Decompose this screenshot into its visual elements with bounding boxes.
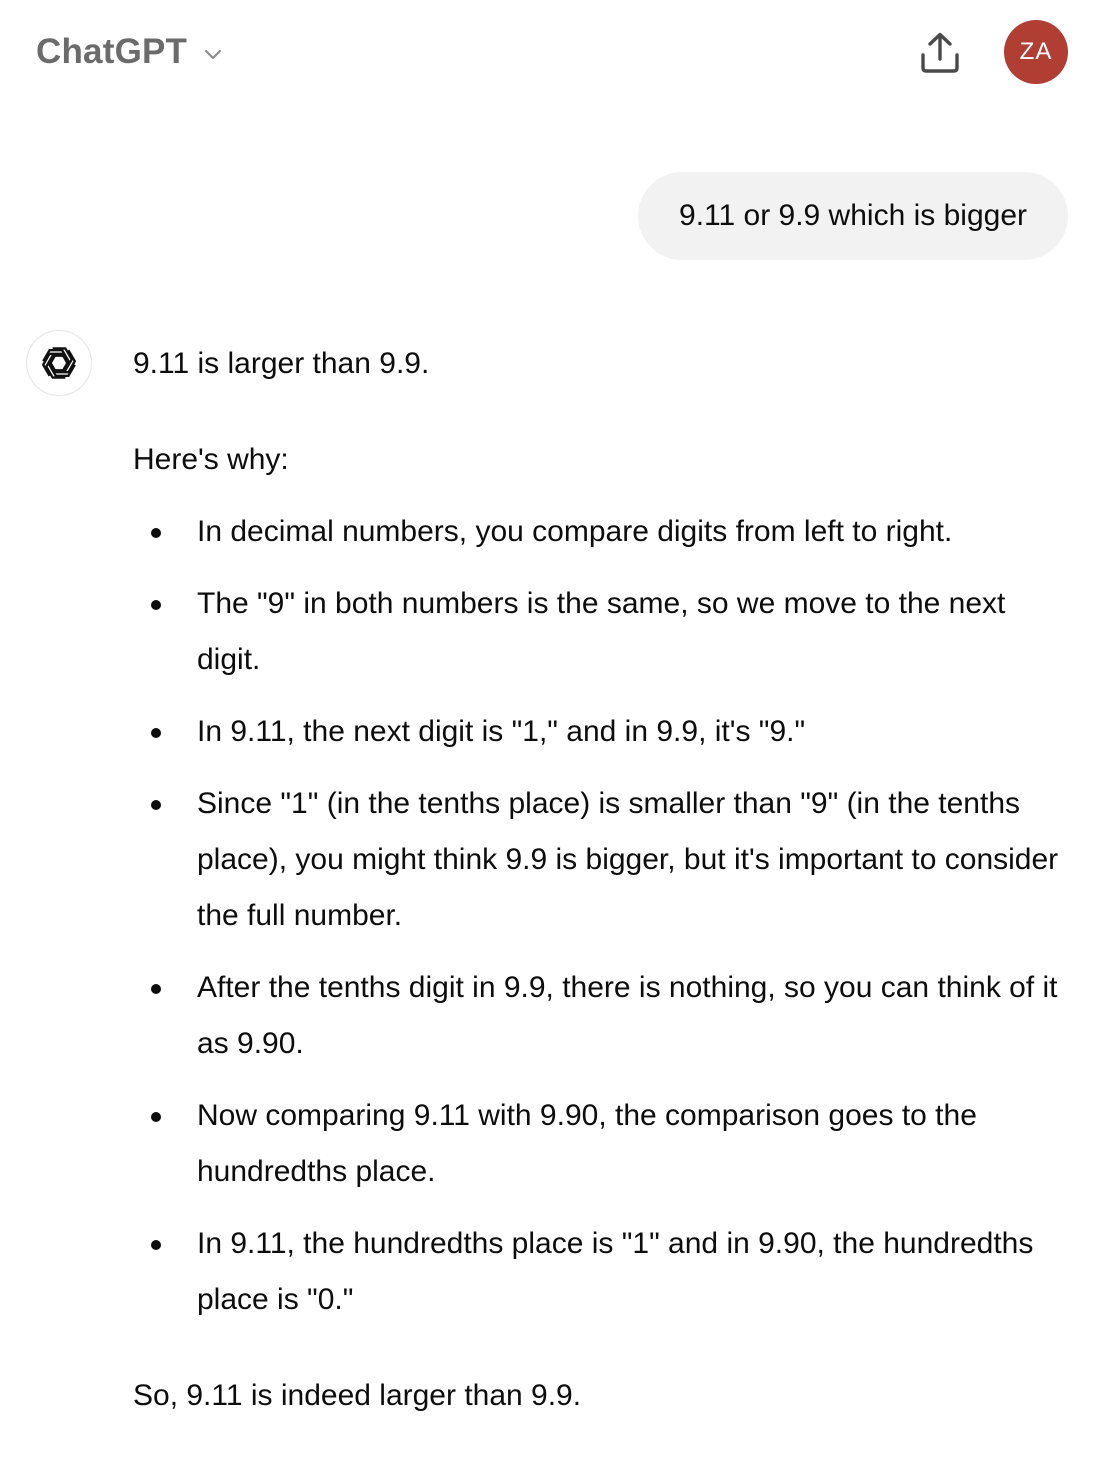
reasons-list	[133, 504, 1073, 1328]
openai-logo-icon	[39, 343, 79, 383]
answer-conclusion: So, 9.11 is indeed larger than 9.9.	[133, 1379, 582, 1412]
assistant-message	[133, 336, 1073, 1424]
list-item: In decimal numbers, you compare digits from left to right.	[133, 504, 1073, 560]
answer-why-label: Here's why:	[133, 443, 289, 476]
assistant-avatar	[26, 330, 92, 396]
top-bar	[0, 0, 1108, 104]
list-item: In 9.11, the next digit is "1," and in 9.9, it's "9."	[133, 704, 1073, 760]
list-item: After the tenths digit in 9.9, there is nothing, so you can think of it as 9.90.	[133, 960, 1073, 1072]
user-avatar[interactable]: ZA	[1004, 20, 1068, 84]
user-message-bubble: 9.11 or 9.9 which is bigger	[638, 172, 1068, 260]
share-button[interactable]	[912, 28, 968, 78]
list-item: In 9.11, the hundredths place is "1" and in 9.90, the hundredths place is "0."	[133, 1216, 1073, 1328]
answer-intro: 9.11 is larger than 9.9.	[133, 347, 430, 380]
list-item: The "9" in both numbers is the same, so we move to the next digit.	[133, 576, 1073, 688]
list-item: Now comparing 9.11 with 9.90, the comparison goes to the hundredths place.	[133, 1088, 1073, 1200]
share-upload-icon	[919, 31, 961, 75]
list-item: Since "1" (in the tenths place) is smaller than "9" (in the tenths place), you might think 9.9 is bigger, but it's important to consider the full number.	[133, 776, 1073, 944]
model-selector[interactable]	[36, 28, 225, 76]
chevron-down-icon	[201, 42, 225, 66]
model-name: ChatGPT	[36, 32, 188, 71]
